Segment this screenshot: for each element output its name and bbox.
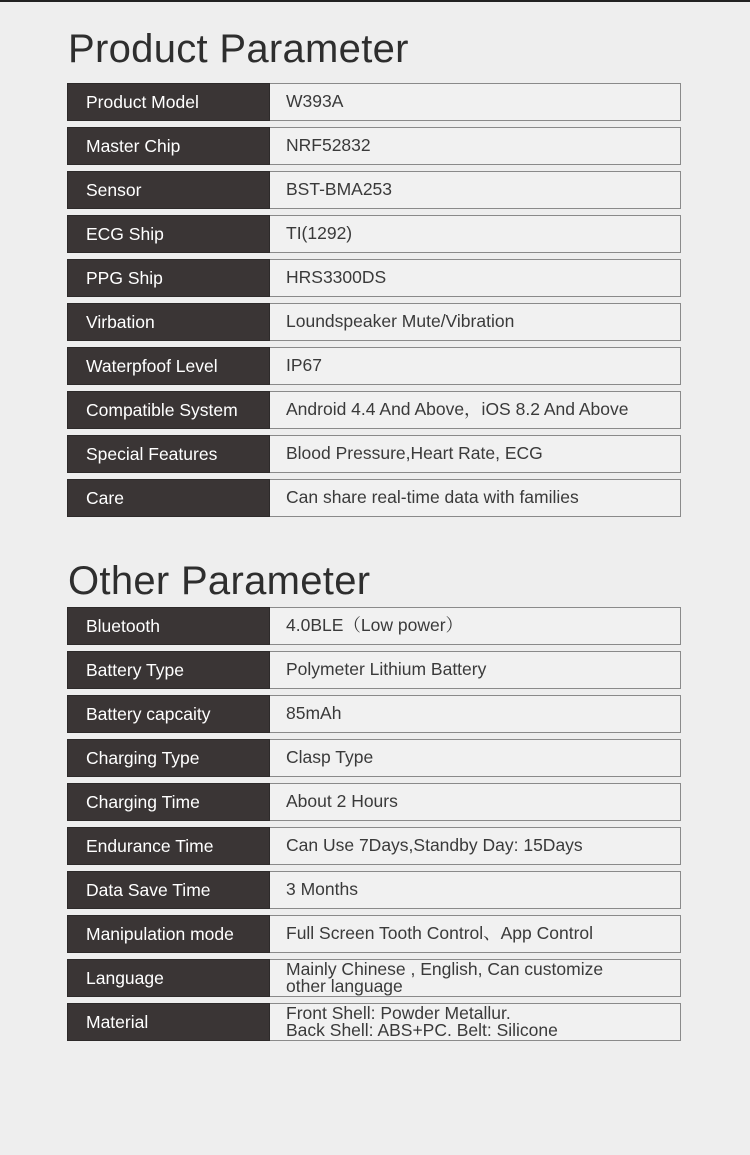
row-value (270, 959, 681, 997)
row-value: BST-BMA253 (270, 171, 681, 209)
table-row (67, 215, 681, 253)
table-row (67, 739, 681, 777)
row-value: W393A (270, 83, 681, 121)
row-label: ECG Ship (67, 215, 270, 253)
table-row (67, 347, 681, 385)
section-title-product-parameter: Product Parameter (68, 27, 409, 71)
row-value (270, 1003, 681, 1041)
row-value: Android 4.4 And Above，iOS 8.2 And Above (270, 391, 681, 429)
row-label: Compatible System (67, 391, 270, 429)
table-row (67, 83, 681, 121)
row-label: Language (67, 959, 270, 997)
row-label: Sensor (67, 171, 270, 209)
table-row (67, 783, 681, 821)
table-row (67, 127, 681, 165)
row-label: Bluetooth (67, 607, 270, 645)
top-rule (0, 0, 750, 2)
row-label: Battery Type (67, 651, 270, 689)
table-row (67, 695, 681, 733)
row-label: Master Chip (67, 127, 270, 165)
row-value-line: other language (286, 976, 403, 996)
table-row (67, 607, 681, 645)
row-label: Care (67, 479, 270, 517)
row-value-line: Front Shell: Powder Metallur. (286, 1002, 511, 1023)
row-label: Material (67, 1003, 270, 1041)
row-label: Charging Type (67, 739, 270, 777)
row-label: Virbation (67, 303, 270, 341)
row-label: Endurance Time (67, 827, 270, 865)
product-parameter-table (67, 83, 681, 523)
table-row (67, 435, 681, 473)
row-value-line: Back Shell: ABS+PC. Belt: Silicone (286, 1020, 558, 1040)
section-title-other-parameter: Other Parameter (68, 559, 371, 603)
row-value: Can share real-time data with families (270, 479, 681, 517)
row-value: IP67 (270, 347, 681, 385)
row-value-line: Mainly Chinese , English, Can customize (286, 958, 604, 979)
table-row (67, 915, 681, 953)
table-row (67, 651, 681, 689)
table-row (67, 871, 681, 909)
row-label: Battery capcaity (67, 695, 270, 733)
row-label: Waterpfoof Level (67, 347, 270, 385)
table-row (67, 303, 681, 341)
row-value: Loundspeaker Mute/Vibration (270, 303, 681, 341)
row-value: Clasp Type (270, 739, 681, 777)
other-parameter-table (67, 607, 681, 1047)
table-row (67, 1003, 681, 1041)
row-label: Manipulation mode (67, 915, 270, 953)
row-value: 3 Months (270, 871, 681, 909)
row-label: PPG Ship (67, 259, 270, 297)
row-value: NRF52832 (270, 127, 681, 165)
row-value: Polymeter Lithium Battery (270, 651, 681, 689)
table-row (67, 827, 681, 865)
table-row (67, 391, 681, 429)
row-label: Special Features (67, 435, 270, 473)
row-label: Data Save Time (67, 871, 270, 909)
table-row (67, 479, 681, 517)
table-row (67, 959, 681, 997)
row-value: 85mAh (270, 695, 681, 733)
table-row (67, 259, 681, 297)
row-value: Blood Pressure,Heart Rate, ECG (270, 435, 681, 473)
row-value: About 2 Hours (270, 783, 681, 821)
row-label: Product Model (67, 83, 270, 121)
row-value: TI(1292) (270, 215, 681, 253)
row-value: Can Use 7Days,Standby Day: 15Days (270, 827, 681, 865)
row-value: HRS3300DS (270, 259, 681, 297)
row-label: Charging Time (67, 783, 270, 821)
table-row (67, 171, 681, 209)
row-value: Full Screen Tooth Control、App Control (270, 915, 681, 953)
row-value: 4.0BLE（Low power） (270, 607, 681, 645)
